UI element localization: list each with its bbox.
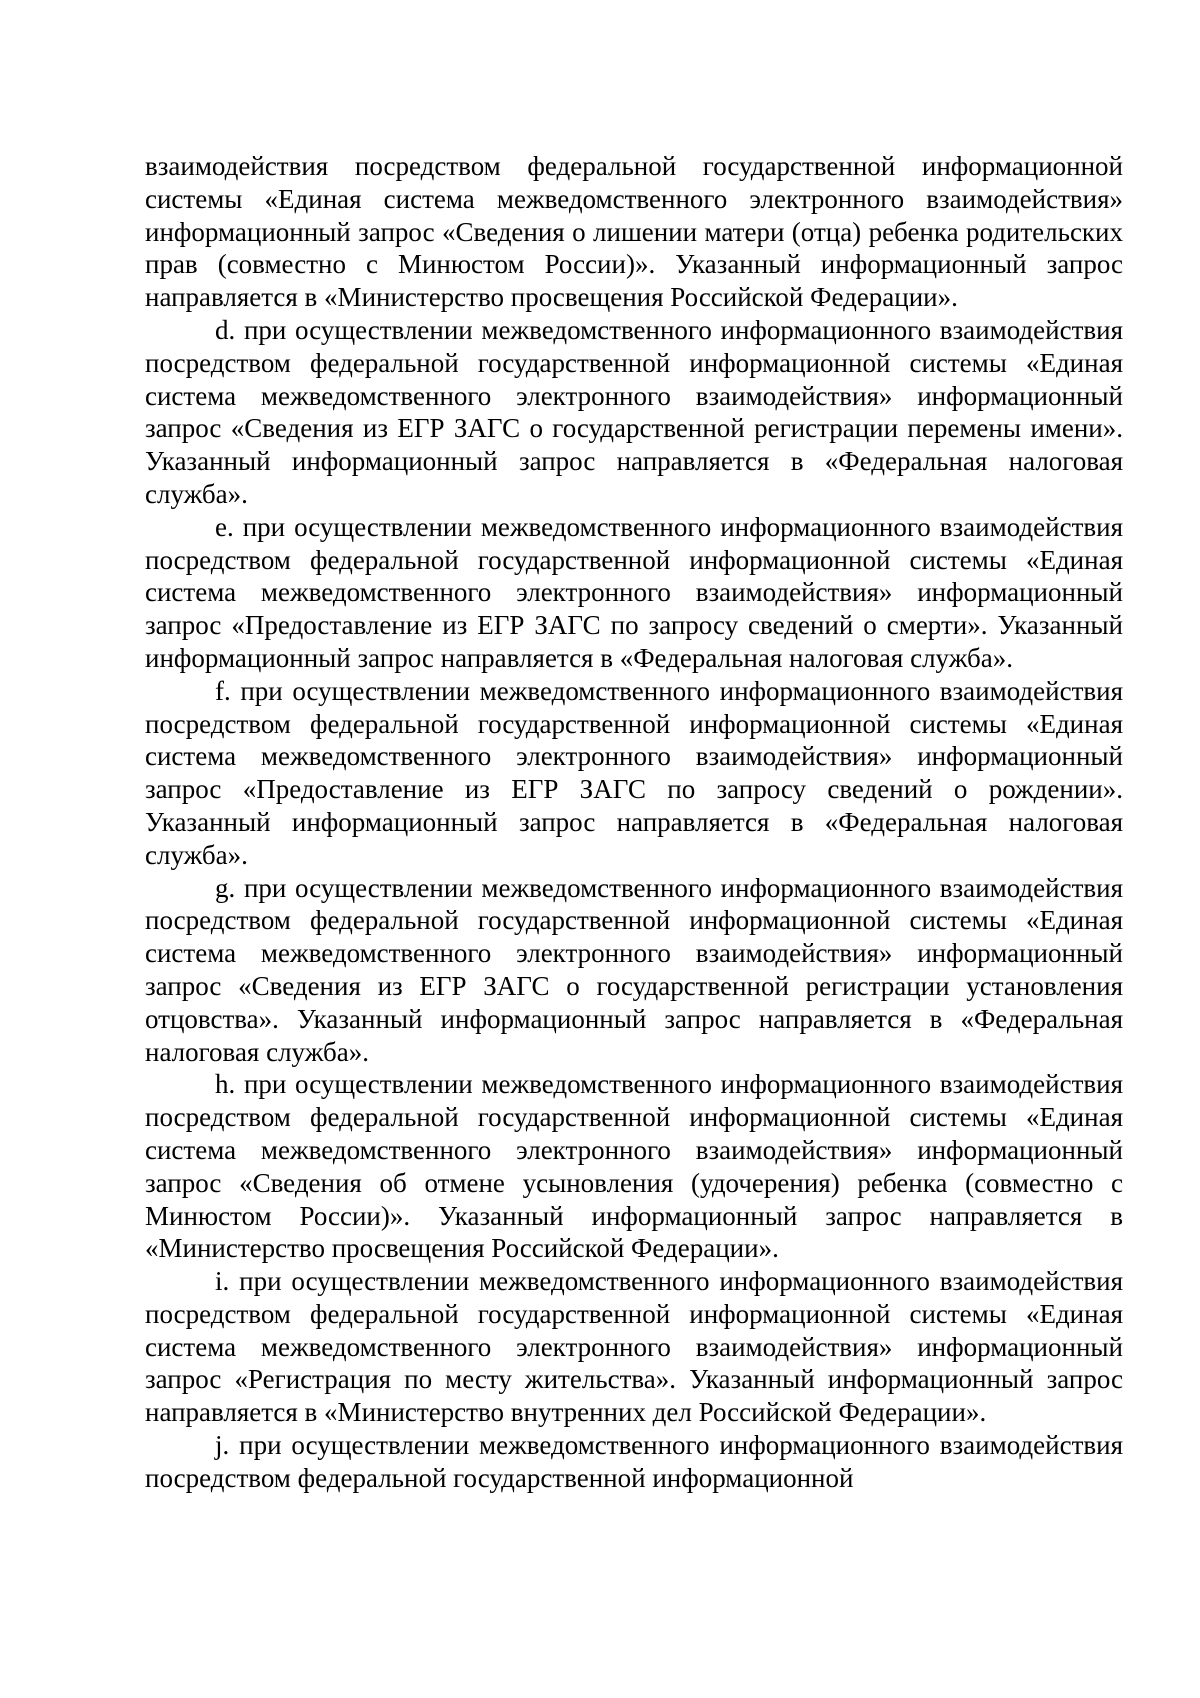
list-item-i [145, 1265, 1123, 1429]
lead-paragraph: взаимодействия посредством федеральной государственной информационной системы «Единая система межведомственного электронного взаимодействия» информационный запрос «Сведения о лишении матери (отца) ребенка родительских прав (совместно с Минюстом России)». Указанный информационный запрос направляется в «Министерство просвещения Российской Федерации». [145, 151, 1123, 313]
list-item-j [145, 1429, 1123, 1495]
list-item-text: при осуществлении межведомственного информационного взаимодействия посредством федеральной государственной информационной системы «Единая система межведомственного электронного взаимодействия» информационный запрос «Предоставление из ЕГР ЗАГС по запросу сведений о смерти». Указанный информационный запрос направляется в «Федеральная налоговая служба». [145, 511, 1123, 673]
list-item-marker: g. [215, 872, 236, 903]
list-item-text: при осуществлении межведомственного информационного взаимодействия посредством федеральной государственной информационной системы «Единая система межведомственного электронного взаимодействия» информационный запрос «Регистрация по месту жительства». Указанный информационный запрос направляется в «Министерство внутренних дел Российской Федерации». [145, 1266, 1123, 1428]
list-item-text: при осуществлении межведомственного информационного взаимодействия посредством федеральной государственной информационной системы «Единая система межведомственного электронного взаимодействия» информационный запрос «Предоставление из ЕГР ЗАГС по запросу сведений о рождении». Указанный информационный запрос направляется в «Федеральная налоговая служба». [145, 675, 1123, 870]
list-item-marker: e. [215, 511, 234, 542]
list-item-text: при осуществлении межведомственного информационного взаимодействия посредством федеральной государственной информационной [145, 1430, 1123, 1493]
list-item-text: при осуществлении межведомственного информационного взаимодействия посредством федеральной государственной информационной системы «Единая система межведомственного электронного взаимодействия» информационный запрос «Сведения из ЕГР ЗАГС о государственной регистрации перемены имени». Указанный информационный запрос направляется в «Федеральная налоговая служба». [145, 314, 1123, 509]
list-item-g [145, 872, 1123, 1069]
list-item-marker: j. [215, 1430, 230, 1461]
list-item-text: при осуществлении межведомственного информационного взаимодействия посредством федеральной государственной информационной системы «Единая система межведомственного электронного взаимодействия» информационный запрос «Сведения из ЕГР ЗАГС о государственной регистрации установления отцовства». Указанный информационный запрос направляется в «Федеральная налоговая служба». [145, 872, 1123, 1067]
list-item-e [145, 511, 1123, 675]
list-item-marker: f. [215, 675, 231, 706]
list-item-marker: i. [215, 1266, 230, 1297]
document-page [145, 150, 1123, 1495]
list-item-f [145, 675, 1123, 872]
list-item-marker: d. [215, 314, 236, 345]
list-item-text: при осуществлении межведомственного информационного взаимодействия посредством федеральной государственной информационной системы «Единая система межведомственного электронного взаимодействия» информационный запрос «Сведения об отмене усыновления (удочерения) ребенка (совместно с Минюстом России)». Указанный информационный запрос направляется в «Министерство просвещения Российской Федерации». [145, 1069, 1123, 1264]
list-item-d [145, 314, 1123, 511]
list-item-h [145, 1068, 1123, 1265]
list-item-marker: h. [215, 1069, 236, 1100]
